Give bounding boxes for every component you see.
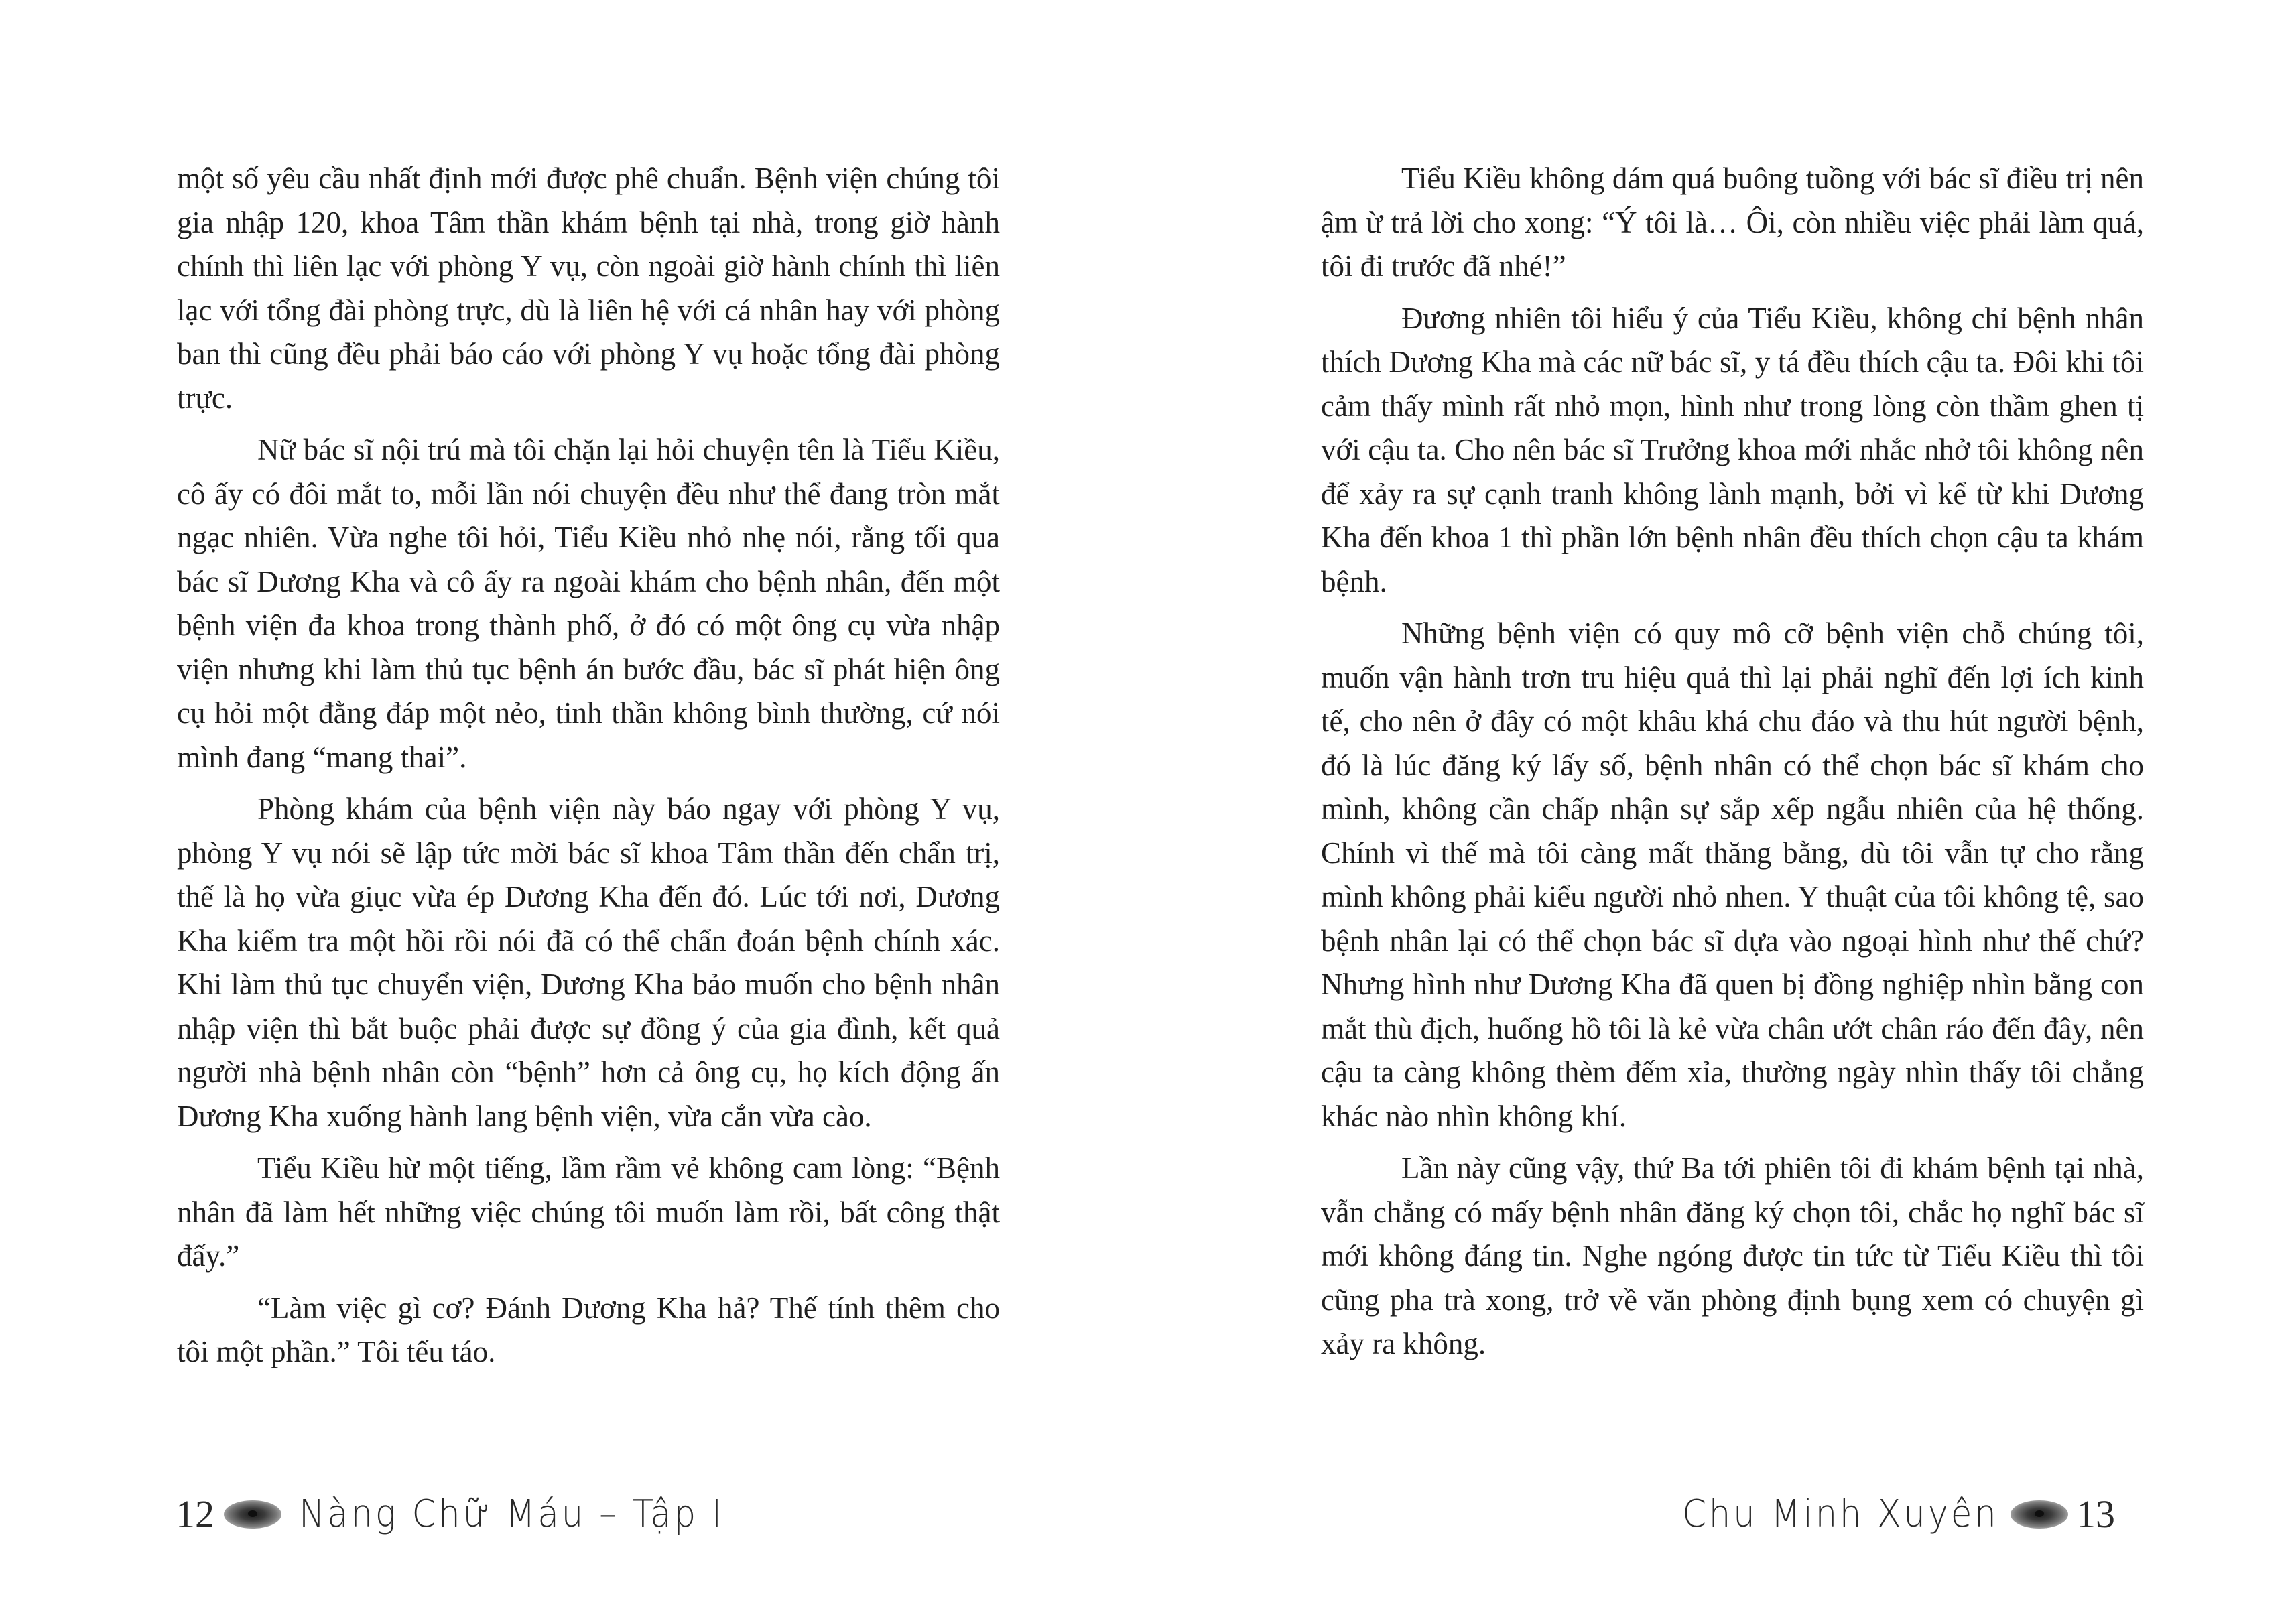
paragraph: “Làm việc gì cơ? Đánh Dương Kha hả? Thế tính thêm cho tôi một phần.” Tôi tếu táo. bbox=[177, 1291, 1000, 1368]
page-number: 13 bbox=[2076, 1492, 2115, 1536]
right-page-body bbox=[1321, 157, 2144, 1374]
paragraph: Lần này cũng vậy, thứ Ba tới phiên tôi đi khám bệnh tại nhà, vẫn chẳng có mấy bệnh nhân đăng ký chọn tôi, chắc họ nghĩ bác sĩ mới không đáng tin. Nghe ngóng được tin tức từ Tiểu Kiều thì tôi cũng pha trà xong, trở về văn phòng định bụng xem có chuyện gì xảy ra không. bbox=[1321, 1151, 2144, 1360]
paragraph: Nữ bác sĩ nội trú mà tôi chặn lại hỏi chuyện tên là Tiểu Kiều, cô ấy có đôi mắt to, mỗi lần nói chuyện đều như thể đang tròn mắt ngạc nhiên. Vừa nghe tôi hỏi, Tiểu Kiều nhỏ nhẹ nói, rằng tối qua bác sĩ Dương Kha và cô ấy ra ngoài khám cho bệnh nhân, đến một bệnh viện đa khoa trong thành phố, ở đó có một ông cụ vừa nhập viện nhưng khi làm thủ tục bệnh án bước đầu, bác sĩ phát hiện ông cụ hỏi một đằng đáp một nẻo, tinh thần không bình thường, cứ nói mình đang “mang thai”. bbox=[177, 433, 1000, 774]
eye-icon bbox=[2011, 1500, 2068, 1529]
left-page-footer bbox=[176, 1488, 761, 1541]
left-page-body bbox=[177, 157, 1000, 1382]
paragraph: Tiểu Kiều không dám quá buông tuồng với bác sĩ điều trị nên ậm ừ trả lời cho xong: “Ý tôi là… Ôi, còn nhiều việc phải làm quá, tôi đi trước đã nhé!” bbox=[1321, 161, 2144, 283]
right-page bbox=[1148, 0, 2296, 1623]
paragraph: Những bệnh viện có quy mô cỡ bệnh viện chỗ chúng tôi, muốn vận hành trơn tru hiệu quả thì lại phải nghĩ đến lợi ích kinh tế, cho nên ở đây có một khâu khá chu đáo và thu hút người bệnh, đó là lúc đăng ký lấy số, bệnh nhân có thể chọn bác sĩ khám cho mình, không cần chấp nhận sự sắp xếp ngẫu nhiên của hệ thống. Chính vì thế mà tôi càng mất thăng bằng, dù tôi vẫn tự cho rằng mình không phải kiểu người nhỏ nhen. Y thuật của tôi không tệ, sao bệnh nhân lại có thể chọn bác sĩ dựa vào ngoại hình như thế chứ? Nhưng hình như Dương Kha đã quen bị đồng nghiệp nhìn bằng con mắt thù địch, huống hồ tôi là kẻ vừa chân ướt chân ráo đến đây, nên cậu ta càng không thèm đếm xỉa, thường ngày nhìn thấy tôi chẳng khác nào nhìn không khí. bbox=[1321, 616, 2144, 1133]
author-name: Chu Minh Xuyên bbox=[1681, 1492, 1998, 1536]
paragraph: Đương nhiên tôi hiểu ý của Tiểu Kiều, không chỉ bệnh nhân thích Dương Kha mà các nữ bác sĩ, y tá đều thích cậu ta. Đôi khi tôi cảm thấy mình rất nhỏ mọn, hình như trong lòng còn thầm ghen tị với cậu ta. Cho nên bác sĩ Trưởng khoa mới nhắc nhở tôi không nên để xảy ra sự cạnh tranh không lành mạnh, bởi vì kể từ khi Dương Kha đến khoa 1 thì phần lớn bệnh nhân đều thích chọn cậu ta khám bệnh. bbox=[1321, 301, 2144, 598]
eye-icon bbox=[224, 1500, 281, 1529]
right-page-footer bbox=[1655, 1488, 2116, 1541]
paragraph: Phòng khám của bệnh viện này báo ngay với phòng Y vụ, phòng Y vụ nói sẽ lập tức mời bác sĩ khoa Tâm thần đến chẩn trị, thế là họ vừa giục vừa ép Dương Kha đến đó. Lúc tới nơi, Dương Kha kiểm tra một hồi rồi nói đã có thể chẩn đoán bệnh chính xác. Khi làm thủ tục chuyển viện, Dương Kha bảo muốn cho bệnh nhân nhập viện thì bắt buộc phải được sự đồng ý của gia đình, kết quả người nhà bệnh nhân còn “bệnh” hơn cả ông cụ, họ kích động ấn Dương Kha xuống hành lang bệnh viện, vừa cắn vừa cào. bbox=[177, 792, 1000, 1133]
paragraph: Tiểu Kiều hừ một tiếng, lầm rầm vẻ không cam lòng: “Bệnh nhân đã làm hết những việc chúng tôi muốn làm rồi, bất công thật đấy.” bbox=[177, 1151, 1000, 1273]
book-title: Nàng Chữ Máu – Tập I bbox=[299, 1492, 724, 1536]
page-number: 12 bbox=[176, 1492, 214, 1536]
paragraph: một số yêu cầu nhất định mới được phê chuẩn. Bệnh viện chúng tôi gia nhập 120, khoa Tâm thần khám bệnh tại nhà, trong giờ hành chính thì liên lạc với phòng Y vụ, còn ngoài giờ hành chính thì liên lạc với tổng đài phòng trực, dù là liên hệ với cá nhân hay với phòng ban thì cũng đều phải báo cáo với phòng Y vụ hoặc tổng đài phòng trực. bbox=[177, 161, 1000, 415]
